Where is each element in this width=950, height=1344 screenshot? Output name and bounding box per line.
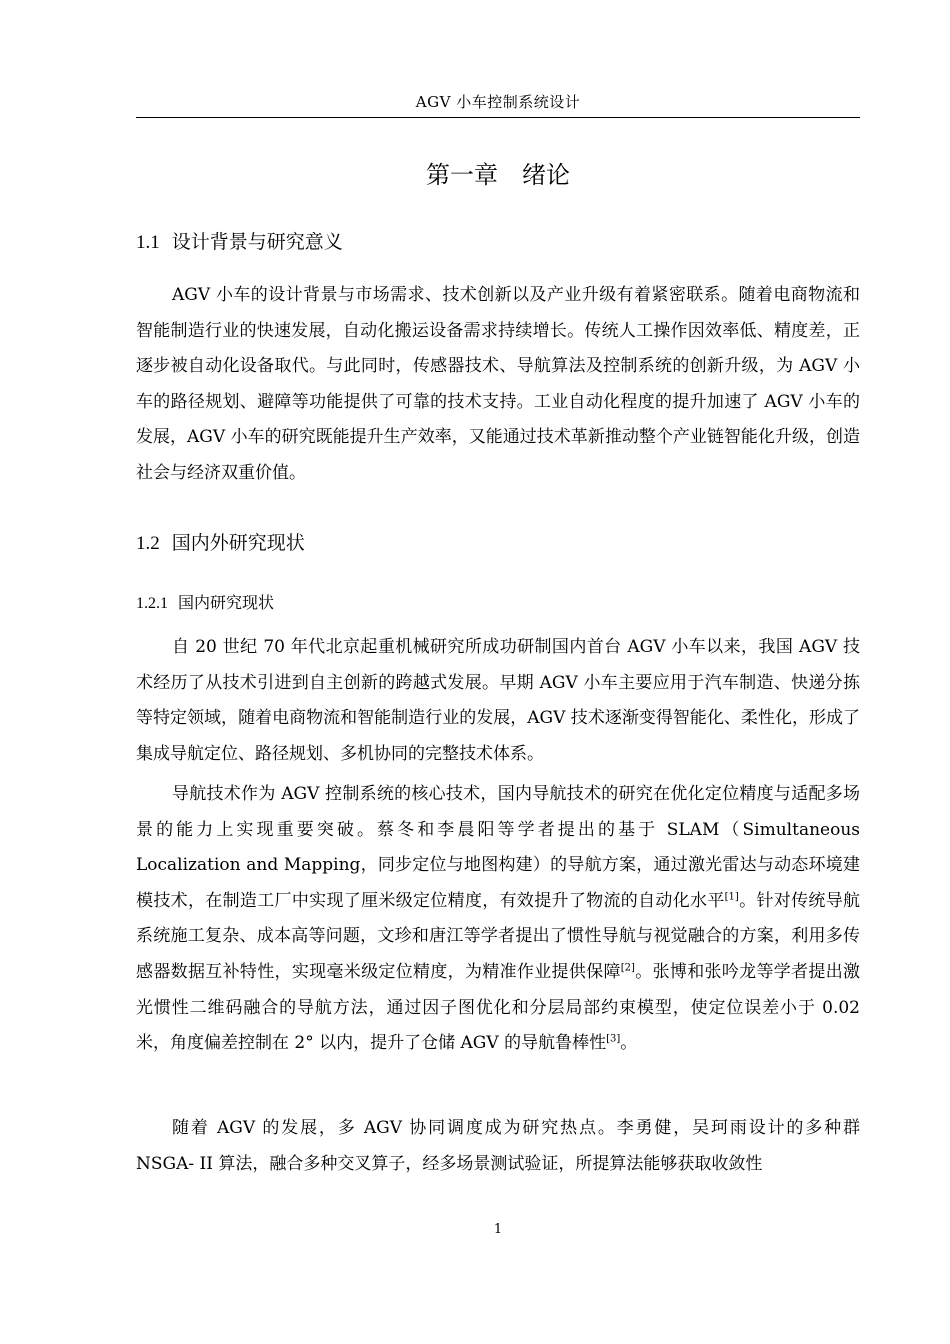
running-header: AGV 小车控制系统设计 — [415, 93, 581, 111]
paragraph-text: 。张博和张吟龙等学者提出激光惯性二维码融合的导航方法，通过因子图优化和分层局部约束模型，使定位误差小于 0.02 米，角度偏差控制在 2° 以内，提升了仓储 AGV 的导航鲁棒性 — [136, 961, 861, 1054]
subsection-number: 1.2.1 — [136, 595, 168, 612]
section-number: 1.2 — [136, 533, 160, 554]
paragraph-domestic-history: 自 20 世纪 70 年代北京起重机械研究所成功研制国内首台 AGV 小车以来，我国 AGV 技术经历了从技术引进到自主创新的跨越式发展。早期 AGV 小车主要应用于汽车制造、快递分拣等特定领域，随着电商物流和智能制造行业的发展，AGV 技术逐渐变得智能化、柔性化，形成了集成导航定位、路径规划、多机协同的完整技术体系。 — [136, 637, 860, 764]
paragraph-design-background: AGV 小车的设计背景与市场需求、技术创新以及产业升级有着紧密联系。随着电商物流和智能制造行业的快速发展，自动化搬运设备需求持续增长。传统人工操作因效率低、精度差，正逐步被自动化设备取代。与此同时，传感器技术、导航算法及控制系统的创新升级，为 AGV 小车的路径规划、避障等功能提供了可靠的技术支持。工业自动化程度的提升加速了 AGV 小车的发展，AGV 小车的研究既能提升生产效率，又能通过技术革新推动整个产业链智能化升级，创造社会与经济双重价值。 — [136, 285, 860, 483]
header-divider — [136, 117, 860, 118]
paragraph-text: 。 — [620, 1033, 638, 1054]
subsection-heading-1-2-1 — [136, 591, 274, 616]
paragraph-text: 。针对传统导航系统施工复杂、成本高等问题，文珍和唐江等学者提出了惯性导航与视觉融合的方案，利用多传感器数据互补特性，实现毫米级定位精度，为精准作业提供保障 — [136, 890, 861, 982]
citation-ref-1: [1] — [724, 891, 739, 903]
section-number: 1.1 — [136, 232, 160, 253]
section-heading-1-1 — [136, 228, 343, 257]
paragraph-multi-agv-scheduling: 随着 AGV 的发展，多 AGV 协同调度成为研究热点。李勇健，吴珂雨设计的多种群 NSGA- II 算法，融合多种交叉算子，经多场景测试验证，所提算法能够获取收敛性 — [136, 1118, 860, 1174]
citation-ref-3: [3] — [606, 1033, 621, 1045]
paragraph-navigation-technology — [136, 777, 860, 1062]
citation-ref-2: [2] — [620, 962, 635, 974]
chapter-title: 第一章 绪论 — [426, 161, 570, 189]
paragraph-text: 导航技术作为 AGV 控制系统的核心技术，国内导航技术的研究在优化定位精度与适配多场景的能力上实现重要突破。蔡冬和李晨阳等学者提出的基于 SLAM（Simultaneous Localization and Mapping，同步定位与地图构建）的导航方案，通过激光雷达与动态环境建模技术，在制造工厂中实现了厘米级定位精度，有效提升了物流的自动化水平 — [136, 784, 860, 911]
page-number: 1 — [493, 1222, 503, 1237]
section-title: 设计背景与研究意义 — [171, 231, 343, 253]
section-title: 国内外研究现状 — [171, 532, 305, 554]
section-heading-1-2 — [136, 529, 305, 558]
subsection-title: 国内研究现状 — [178, 593, 275, 612]
